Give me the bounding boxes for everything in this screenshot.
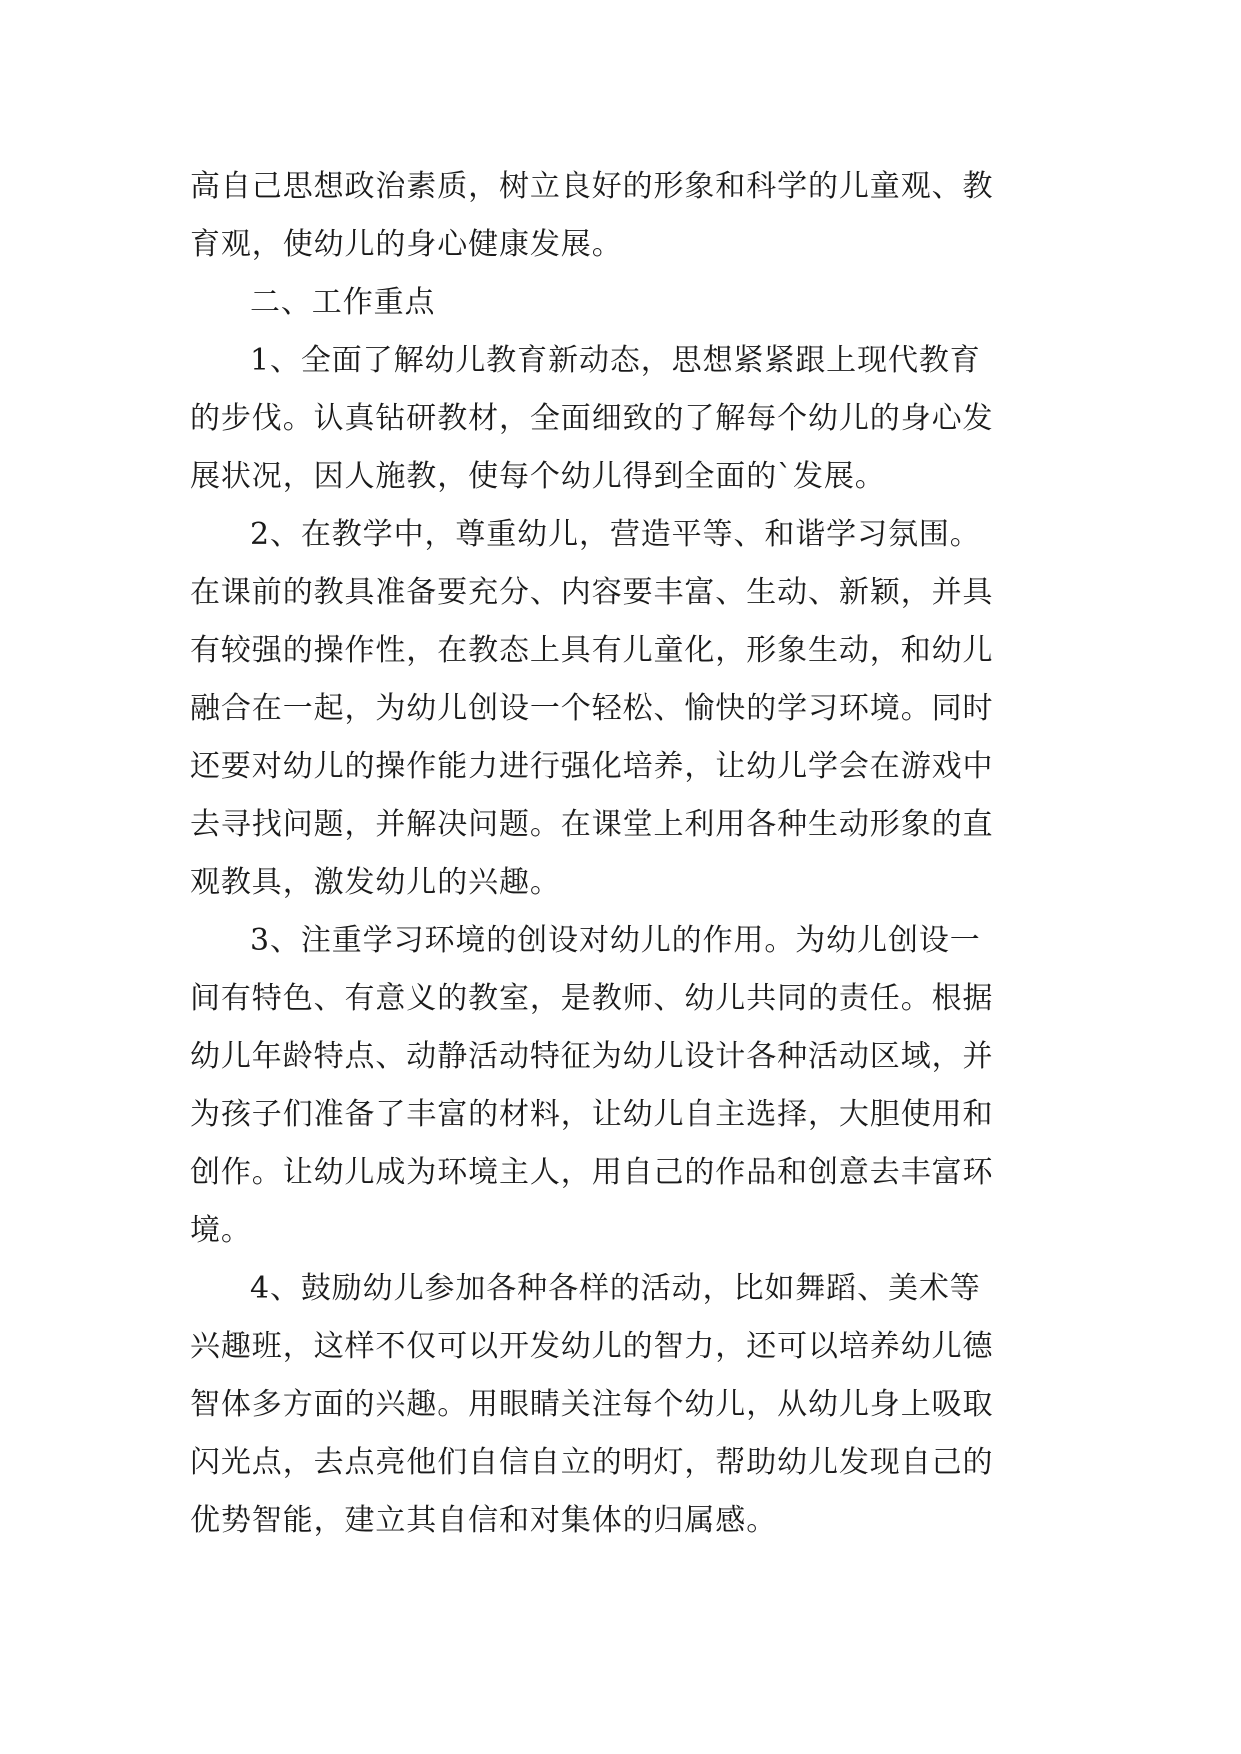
paragraph-continued: 高自己思想政治素质，树立良好的形象和科学的儿童观、教 育观，使幼儿的身心健康发展。 [190,169,994,262]
paragraph-4: 4、鼓励幼儿参加各种各样的活动，比如舞蹈、美术等 兴趣班，这样不仅可以开发幼儿的智力，还可以培养幼儿德 智体多方面的兴趣。用眼睛关注每个幼儿，从幼儿身上吸取 闪光点，去点亮他们自信自立的明灯，帮助幼儿发现自己的 优势智能，建立其自信和对集体的归属感。 [190,1271,994,1538]
document-body [190,158,1052,1550]
paragraph-1: 1、全面了解幼儿教育新动态，思想紧紧跟上现代教育 的步伐。认真钻研教材，全面细致的了解每个幼儿的身心发 展状况，因人施教，使每个幼儿得到全面的`发展。 [190,343,994,494]
paragraph-2: 2、在教学中，尊重幼儿，营造平等、和谐学习氛围。 在课前的教具准备要充分、内容要丰富、生动、新颖，并具 有较强的操作性，在教态上具有儿童化，形象生动，和幼儿 融合在一起，为幼儿创设一个轻松、愉快的学习环境。同时 还要对幼儿的操作能力进行强化培养，让幼儿学会在游戏中 去寻找问题，并解决问题。在课堂上利用各种生动形象的直 观教具，激发幼儿的兴趣。 [190,517,994,900]
paragraph-3: 3、注重学习环境的创设对幼儿的作用。为幼儿创设一 间有特色、有意义的教室，是教师、幼儿共同的责任。根据 幼儿年龄特点、动静活动特征为幼儿设计各种活动区域，并 为孩子们准备了丰富的材料，让幼儿自主选择，大胆使用和 创作。让幼儿成为环境主人，用自己的作品和创意去丰富环 境。 [190,923,994,1248]
section-heading: 二、工作重点 [250,285,436,320]
